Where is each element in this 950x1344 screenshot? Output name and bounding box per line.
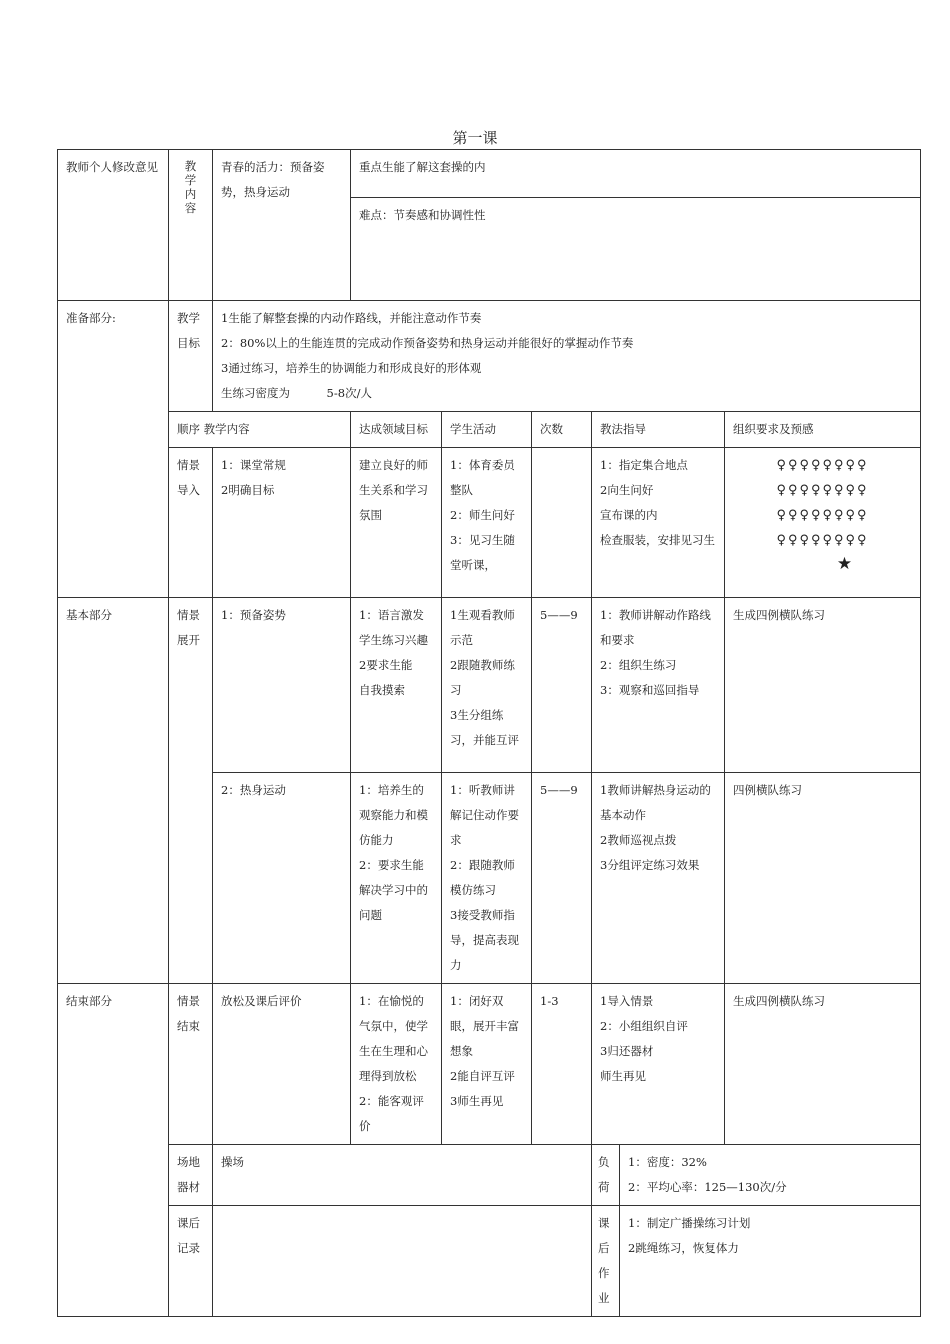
header-method: 教法指导 (592, 412, 725, 448)
goal-item: 2：80%以上的生能连贯的完成动作预备姿势和热身运动并能很好的掌握动作节奏 (221, 336, 634, 350)
end-goal: 1：在愉悦的气氛中，使学生在生理和心理得到放松 2：能客观评价 (351, 984, 442, 1145)
warmup-activity: 1：听教师讲解记住动作要求 2：跟随教师模仿练习 3接受教师指导，提高表现力 (442, 773, 532, 984)
end-method: 1导入情景 2：小组组织自评 3归还器材 师生再见 (592, 984, 725, 1145)
key-point: 重点生能了解这套操的内 (351, 150, 921, 198)
basic-method: 1：教师讲解动作路线和要求 2：组织生练习 3：观察和巡回指导 (592, 598, 725, 773)
end-part-label: 结束部分 (58, 984, 169, 1317)
header-activity: 学生活动 (442, 412, 532, 448)
load-label: 负 荷 (592, 1145, 620, 1206)
warmup-formation: 四例横队练习 (725, 773, 921, 984)
record-area (213, 1206, 592, 1317)
row-method: 1：指定集合地点 2向生问好 宣布课的内 检查服装，安排见习生 (592, 448, 725, 598)
student-row: ♀♀♀♀♀♀♀♀ (776, 508, 869, 523)
header-count: 次数 (532, 412, 592, 448)
homework-items: 1：制定广播操练习计划 2跳绳练习，恢复体力 (620, 1206, 921, 1317)
warmup-method: 1教师讲解热身运动的基本动作 2教师巡视点拨 3分组评定练习效果 (592, 773, 725, 984)
teacher-star-icon: ★ (836, 554, 853, 574)
basic-seq: 情景 展开 (169, 598, 213, 984)
teaching-content-label: 教 学 内 容 (169, 150, 213, 301)
end-count: 1-3 (532, 984, 592, 1145)
warmup-count: 5——9 (532, 773, 592, 984)
teaching-content: 青春的活力：预备姿势，热身运动 (213, 150, 351, 301)
row-count (532, 448, 592, 598)
prep-part-label: 准备部分: (58, 301, 169, 598)
venue-label: 场地 器材 (169, 1145, 213, 1206)
goal-item: 3通过练习，培养生的协调能力和形成良好的形体观 (221, 361, 482, 375)
basic-content: 1：预备姿势 (213, 598, 351, 773)
goal-item: 1生能了解整套操的内动作路线，并能注意动作节奏 (221, 311, 482, 325)
basic-count: 5——9 (532, 598, 592, 773)
row-seq: 情景 导入 (169, 448, 213, 598)
header-order-content: 顺序 教学内容 (169, 412, 351, 448)
load-values: 1：密度：32% 2：平均心率：125—130次/分 (620, 1145, 921, 1206)
teacher-note-cell: 教师个人修改意见 (58, 150, 169, 301)
student-row: ♀♀♀♀♀♀♀♀ (776, 483, 869, 498)
basic-goal: 1：语言激发学生练习兴趣 2要求生能 自我摸索 (351, 598, 442, 773)
student-row: ♀♀♀♀♀♀♀♀ (776, 458, 869, 473)
header-goal: 达成领域目标 (351, 412, 442, 448)
teaching-goals (213, 301, 921, 412)
end-seq: 情景 结束 (169, 984, 213, 1145)
difficulty-point: 难点：节奏感和协调性性 (351, 198, 921, 301)
venue: 操场 (213, 1145, 592, 1206)
goal-item: 生练习密度为 5-8次/人 (221, 386, 372, 400)
record-label: 课后 记录 (169, 1206, 213, 1317)
formation-diagram (725, 448, 921, 598)
warmup-content: 2：热身运动 (213, 773, 351, 984)
basic-formation: 生成四例横队练习 (725, 598, 921, 773)
row-content: 1：课堂常规 2明确目标 (213, 448, 351, 598)
end-content: 放松及课后评价 (213, 984, 351, 1145)
end-activity: 1：闭好双眼，展开丰富想象 2能自评互评 3师生再见 (442, 984, 532, 1145)
goal-label: 教学 目标 (169, 301, 213, 412)
lesson-plan-table (57, 149, 921, 1317)
row-activity: 1：体育委员整队 2：师生问好 3：见习生随堂听课， (442, 448, 532, 598)
warmup-goal: 1：培养生的观察能力和模仿能力 2：要求生能 解决学习中的 问题 (351, 773, 442, 984)
end-formation: 生成四例横队练习 (725, 984, 921, 1145)
header-formation: 组织要求及预感 (725, 412, 921, 448)
page-title: 第一课 (452, 129, 498, 147)
basic-activity: 1生观看教师示范 2跟随教师练习 3生分组练习，并能互评 (442, 598, 532, 773)
basic-part-label: 基本部分 (58, 598, 169, 984)
student-row: ♀♀♀♀♀♀♀♀ (776, 533, 869, 548)
homework-label: 课 后 作 业 (592, 1206, 620, 1317)
row-goal: 建立良好的师生关系和学习氛围 (351, 448, 442, 598)
